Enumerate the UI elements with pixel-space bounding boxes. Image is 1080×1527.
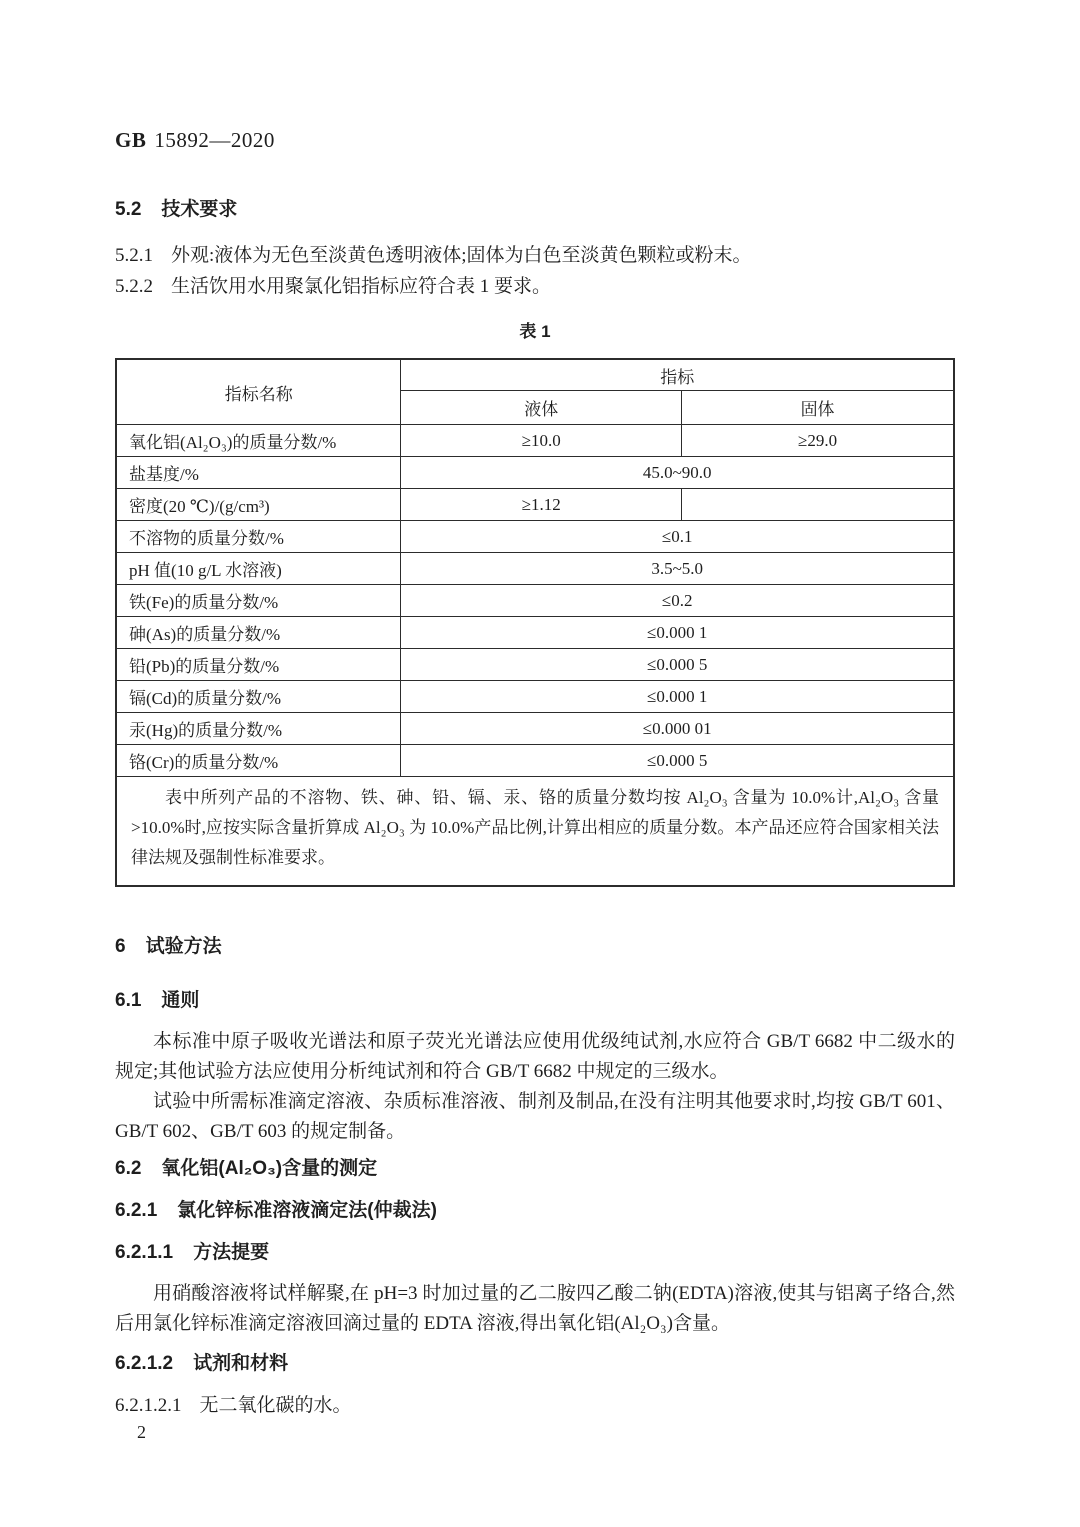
heading-title: 试验方法 xyxy=(145,936,222,957)
heading-6-2-1-2 xyxy=(115,1352,955,1376)
table-header-name-col: 指标名称 xyxy=(116,359,401,425)
paragraph-6-1-a: 本标准中原子吸收光谱法和原子荧光光谱法应使用优级纯试剂,水应符合 GB/T 6682 中二级水的规定;其他试验方法应使用分析纯试剂和符合 GB/T 6682 中规定的三级水。 xyxy=(115,1031,955,1082)
row-value: ≤0.1 xyxy=(401,521,954,553)
paragraph-6-2-1-1: 用硝酸溶液将试样解聚,在 pH=3 时加过量的乙二胺四乙酸二钠(EDTA)溶液,使其与铝离子络合,然后用氯化锌标准滴定溶液回滴过量的 EDTA 溶液,得出氧化铝(Al₂O₃)含量。 xyxy=(115,1283,955,1334)
heading-title: 氧化铝(Al₂O₃)含量的测定 xyxy=(161,1158,378,1179)
heading-number: 5.2 xyxy=(115,199,142,220)
clause-6-2-1-2-1 xyxy=(115,1394,955,1418)
table-caption: 表 1 xyxy=(519,322,551,341)
table-row xyxy=(116,585,954,617)
heading-title: 试剂和材料 xyxy=(193,1353,289,1374)
heading-title: 氯化锌标准溶液滴定法(仲裁法) xyxy=(177,1200,437,1221)
standard-code-number: 15892—2020 xyxy=(154,128,275,152)
row-name: 镉(Cd)的质量分数/% xyxy=(116,681,401,713)
row-name: 盐基度/% xyxy=(116,457,401,489)
heading-6-2-1 xyxy=(115,1199,955,1223)
standard-code-prefix: GB xyxy=(115,128,147,152)
row-value-solid: ≥29.0 xyxy=(682,425,954,457)
heading-number: 6.1 xyxy=(115,990,142,1011)
heading-6-2 xyxy=(115,1157,955,1181)
table-row xyxy=(116,649,954,681)
table-row xyxy=(116,521,954,553)
row-name: 汞(Hg)的质量分数/% xyxy=(116,713,401,745)
standard-code xyxy=(115,128,955,152)
table-row xyxy=(116,489,954,521)
row-name: 铬(Cr)的质量分数/% xyxy=(116,745,401,777)
row-name: 铁(Fe)的质量分数/% xyxy=(116,585,401,617)
table-row xyxy=(116,457,954,489)
page-number: 2 xyxy=(137,1422,146,1442)
heading-6-2-1-1 xyxy=(115,1241,955,1265)
heading-number: 6.2 xyxy=(115,1158,142,1179)
spec-table xyxy=(115,358,955,887)
heading-5-2 xyxy=(115,198,955,222)
clause-number: 5.2.1 xyxy=(115,245,153,266)
row-value: ≤0.000 5 xyxy=(401,745,954,777)
paragraph-6-1-b: 试验中所需标准滴定溶液、杂质标准溶液、制剂及制品,在没有注明其他要求时,均按 GB/T 601、GB/T 602、GB/T 603 的规定制备。 xyxy=(115,1091,955,1142)
clause-5-2-1 xyxy=(115,244,955,268)
clause-text: 无二氧化碳的水。 xyxy=(199,1395,352,1416)
table-header-group: 指标 xyxy=(401,359,954,391)
row-value-liquid: ≥1.12 xyxy=(401,489,682,521)
row-name: pH 值(10 g/L 水溶液) xyxy=(116,553,401,585)
row-value: ≤0.000 1 xyxy=(401,681,954,713)
clause-number: 6.2.1.2.1 xyxy=(115,1395,182,1416)
heading-number: 6 xyxy=(115,936,126,957)
row-value: ≤0.000 1 xyxy=(401,617,954,649)
heading-title: 通则 xyxy=(161,990,200,1011)
row-value: 45.0~90.0 xyxy=(401,457,954,489)
table-row xyxy=(116,681,954,713)
page-content xyxy=(115,0,955,1444)
clause-text: 生活饮用水用聚氯化铝指标应符合表 1 要求。 xyxy=(171,276,552,297)
clause-number: 5.2.2 xyxy=(115,276,153,297)
table-row xyxy=(116,713,954,745)
table-header-liquid: 液体 xyxy=(401,391,682,425)
row-name: 铅(Pb)的质量分数/% xyxy=(116,649,401,681)
row-value-solid xyxy=(682,489,954,521)
clause-5-2-2 xyxy=(115,275,955,299)
row-value: ≤0.2 xyxy=(401,585,954,617)
table-header-row-group xyxy=(116,359,954,391)
table-header-solid: 固体 xyxy=(682,391,954,425)
heading-6 xyxy=(115,935,955,959)
row-value: ≤0.000 5 xyxy=(401,649,954,681)
table-footnote-row xyxy=(116,777,954,887)
row-value: 3.5~5.0 xyxy=(401,553,954,585)
table-row xyxy=(116,553,954,585)
heading-number: 6.2.1.1 xyxy=(115,1242,174,1263)
heading-title: 方法提要 xyxy=(193,1242,270,1263)
heading-number: 6.2.1 xyxy=(115,1200,158,1221)
row-name: 不溶物的质量分数/% xyxy=(116,521,401,553)
table-row xyxy=(116,617,954,649)
heading-number: 6.2.1.2 xyxy=(115,1353,174,1374)
table-footnote xyxy=(116,777,954,887)
row-name: 密度(20 ℃)/(g/cm³) xyxy=(116,489,401,521)
table-row xyxy=(116,745,954,777)
row-name: 砷(As)的质量分数/% xyxy=(116,617,401,649)
table-row xyxy=(116,425,954,457)
row-value: ≤0.000 01 xyxy=(401,713,954,745)
heading-title: 技术要求 xyxy=(161,199,238,220)
table-footnote-text: 表中所列产品的不溶物、铁、砷、铅、镉、汞、铬的质量分数均按 Al₂O₃ 含量为 10.0%计,Al₂O₃ 含量>10.0%时,应按实际含量折算成 Al₂O₃ 为 10.0%产品比例,计算出相应的质量分数。本产品还应符合国家相关法律法规及强制性标准要求。 xyxy=(131,788,939,867)
clause-text: 外观:液体为无色至淡黄色透明液体;固体为白色至淡黄色颗粒或粉末。 xyxy=(171,245,752,266)
heading-6-1 xyxy=(115,989,955,1013)
row-name: 氧化铝(Al₂O₃)的质量分数/% xyxy=(116,425,401,457)
row-value-liquid: ≥10.0 xyxy=(401,425,682,457)
